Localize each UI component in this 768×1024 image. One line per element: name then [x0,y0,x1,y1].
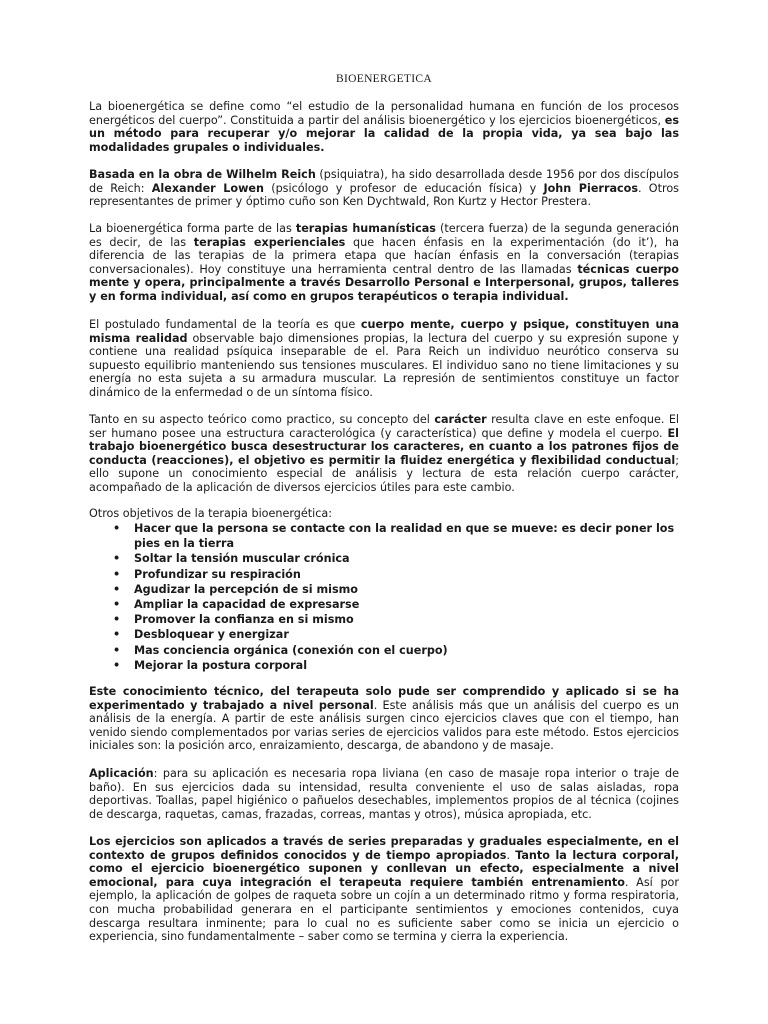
text-run: La bioenergética forma parte de las [89,222,296,235]
paragraph-fundamental-postulate [89,318,679,400]
text-run: observable bajo dimensiones propias, la lectura del cuerpo y su expresión supone y contiene una realidad psíquica inseparable de el. Para Reich un individuo neurótico conserva su supuesto equilibrio manteniendo sus tensiones musculares. El individuo sano no tiene limitaciones y su energía no esta sujeta a su armadura muscular. La represión de sentimientos constituye un factor dinámico de la enfermedad o de un síntoma físico. [89,331,679,399]
text-run: que hacen énfasis en la experimentación (do it’), ha diferencia de las terapias de la primera etapa que hacían énfasis en la conversación (terapias conversacionales). Hoy constituye una herramienta central dentro de las llamadas [89,235,679,276]
bullet-icon: • [113,643,121,657]
bullet-icon: • [113,628,121,642]
bold-text-run: Tanto la lectura corporal, como el ejercicio bioenergético suponen y conllevan un efecto, especialmente a nivel emocional, para cuya integración el terapeuta requiere también entrenamiento [89,848,679,889]
text-run: : para su aplicación es necesaria ropa liviana (en caso de masaje ropa interior o traje de baño). En sus ejercicios dada su intensidad, resulta conveniente el uso de salas aisladas, ropa deportivas. Toallas, papel higiénico o pañuelos desechables, implementos propios de al técnica (cojines de descarga, raquetas, camas, frazadas, correas, mantas y otros), música apropiada, etc. [89,767,679,821]
objective-item [89,521,681,551]
objective-text: Profundizar su respiración [134,567,301,581]
objective-item [89,658,681,673]
bold-text-run: Aplicación [89,767,154,780]
bold-text-run: Basada en la obra de Wilhelm Reich [89,168,316,181]
bullet-icon: • [113,552,121,566]
bold-text-run: El trabajo bioenergético busca desestructurar los caracteres, en cuanto a los patrones fijos de conducta (reacciones), el objetivo es permitir la fluidez energética y flexibilidad conductual [89,426,679,467]
paragraph-definition [89,100,679,154]
bullet-icon: • [113,658,121,672]
text-run: ; ello supone un conocimiento especial de análisis y lectura de esta relación cuerpo carácter, acompañado de la aplicación de diversos ejercicios útiles para este cambio. [89,453,679,494]
objective-text: Mejorar la postura corporal [134,658,308,672]
objectives-list [89,521,681,673]
objectives-intro: Otros objetivos de la terapia bioenergética: [89,507,333,520]
text-run: El postulado fundamental de la teoría es que [89,318,361,331]
bold-text-run: técnicas cuerpo mente y opera, principalmente a través Desarrollo Personal e Interpersonal, grupos, talleres y en forma individual, así como en grupos terapéuticos o terapia individual. [89,262,679,303]
bold-text-run: terapias humanísticas [295,222,436,235]
objective-item [89,551,681,566]
text-run: Tanto en su aspecto teórico como practico, su concepto del [89,413,435,426]
bold-text-run: John Pierracos [543,181,638,195]
bold-text-run: cuerpo mente, cuerpo y psique, constituyen una misma realidad [89,318,680,345]
objective-text: Promover la confianza en si mismo [134,613,354,627]
bold-text-run: terapias experienciales [193,235,346,249]
objective-item [89,597,681,612]
bullet-icon: • [113,613,121,627]
bold-text-run: es un método para recuperar y/o mejorar la calidad de la propia vida, ya sea bajo las modalidades grupales o individuales. [89,113,679,154]
paragraph-exercises [89,835,679,944]
objective-text: Desbloquear y energizar [134,628,289,642]
bold-text-run: Este conocimiento técnico, del terapeuta solo pude ser comprendido y aplicado si se ha experimentado y trabajado a nivel personal [89,685,679,712]
objective-text: Mas conciencia orgánica (conexión con el cuerpo) [134,643,448,657]
bullet-icon: • [113,582,121,596]
text-run: (tercera fuerza) de la segunda generación es decir, de las [89,222,679,249]
objective-item [89,567,681,582]
bold-text-run: Los ejercicios son aplicados a través de series preparadas y graduales especialmente, en el contexto de grupos definidos conocidos y de tiempo apropiados [89,835,679,862]
paragraph-technical-knowledge [89,685,679,753]
bold-text-run: carácter [434,413,487,426]
objective-text: Agudizar la percepción de si mismo [134,582,358,596]
text-run: . Este análisis más que un análisis del cuerpo es un análisis de la energía. A partir de este análisis surgen cinco ejercicios claves que con el tiempo, han venido siendo complementados por varias series de ejercicios validos para este método. Estos ejercicios iniciales son: la posición arco, enraizamiento, descarga, de abandono y de masaje. [89,698,679,753]
bullet-icon: • [113,522,121,535]
text-run: La bioenergética se define como “el estudio de la personalidad humana en función de los procesos energéticos del cuerpo”. Constituida a partir del análisis bioenergético y los ejercicios bioenergéticos, [89,100,679,127]
text-run: (psiquiatra), ha sido desarrollada desde 1956 por dos discípulos de Reich: [89,168,679,195]
text-run: . [506,848,516,862]
text-run: resulta clave en este enfoque. El ser humano posee una estructura caracterológica (y característica) que define y modela el cuerpo. [89,413,680,440]
objective-item [89,582,681,597]
paragraph-application [89,767,679,821]
bold-text-run: Alexander Lowen [151,181,264,195]
objective-text: Hacer que la persona se contacte con la realidad en que se mueve: es decir poner los pies en la tierra [134,522,675,551]
objective-text: Soltar la tensión muscular crónica [134,552,350,566]
page-title: BIOENERGETICA [336,73,432,85]
text-run: . Otros representantes de primer y óptimo cuño son Ken Dychtwald, Ron Kurtz y Hector Prestera. [89,181,680,209]
paragraph-origins [89,168,679,209]
paragraph-character [89,413,679,495]
text-run: (psicólogo y profesor de educación física) y [263,181,544,195]
paragraph-humanistic-therapies [89,222,679,304]
objective-text: Ampliar la capacidad de expresarse [134,598,360,612]
bullet-icon: • [113,567,121,581]
objective-item [89,643,681,658]
objective-item [89,612,681,627]
objective-item [89,627,681,642]
bullet-icon: • [113,598,121,612]
text-run: . Así por ejemplo, la aplicación de golpes de raqueta sobre un cojín a un determinado ritmo y forma respiratoria, con mucha probabilidad generara en el participante sentimientos y emociones contenidos, cuya descarga resultara inminente; para lo cual no es suficiente saber como se inicia un ejercicio o experiencia, sino fundamentalmente – saber como se termina y cierra la experiencia. [89,875,679,944]
